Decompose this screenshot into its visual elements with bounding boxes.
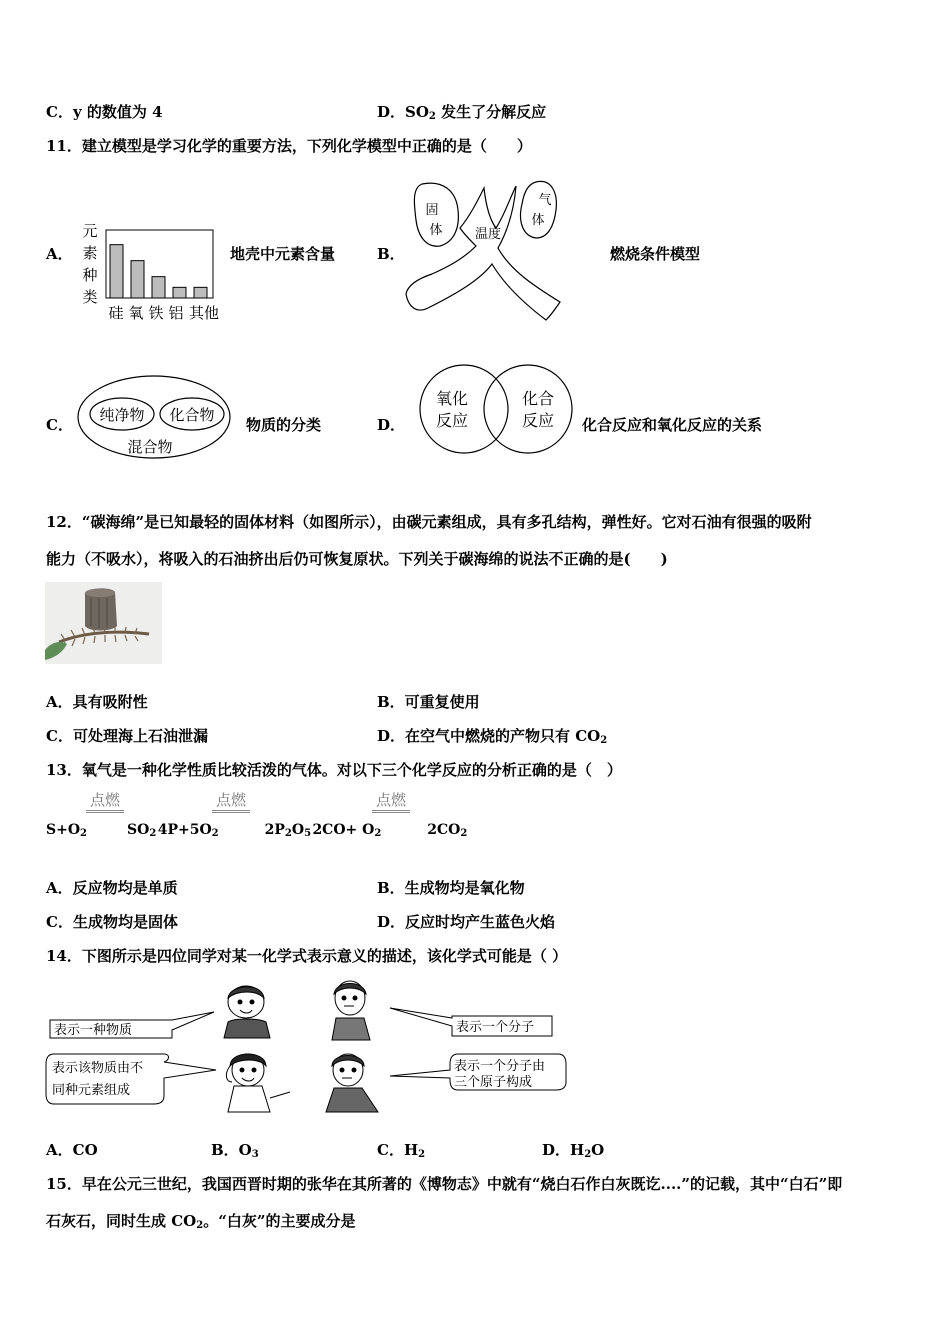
q14-option-d: D．$H_2O$: [542, 1141, 605, 1160]
q14-bubble-4-line-1: 表示一个分子由: [454, 1059, 546, 1074]
q11-a-bar-硅: [110, 245, 123, 298]
q11-b-center-label: 温度: [474, 227, 502, 242]
q11-b-left-label-2: 体: [429, 223, 443, 238]
q13-condition-3: 点燃: [372, 790, 410, 813]
q14-bubble-3-line-1: 表示该物质由不: [52, 1061, 144, 1076]
q13-equations: $S+O_2$ $SO_2$ $4P+5O_2$ $2P_2O_5$ $2CO+ O_2$ $2CO_2$: [46, 822, 468, 839]
q11-c-classification-diagram: [74, 372, 238, 464]
q14-bubble-2-text: 表示一个分子: [456, 1020, 535, 1035]
q11-stem: 11．建立模型是学习化学的重要方法，下列化学模型中正确的是（ ）: [46, 137, 532, 155]
q13-stem: 13．氧气是一种化学性质比较活泼的气体。对以下三个化学反应的分析正确的是（ ）: [46, 761, 622, 779]
q14-students-figure: [44, 978, 574, 1118]
q11-c-outer-label: 混合物: [127, 438, 173, 456]
q11-d-right-label-1: 化合: [521, 389, 555, 408]
q12-option-b: B．可重复使用: [377, 693, 480, 711]
q11-b-letter: B．: [377, 245, 405, 263]
q11-a-xlabel-氧: 氧: [128, 304, 144, 322]
q11-a-bar-chart: [78, 220, 228, 324]
q15-stem-line2: 石灰石，同时生成 $CO_2$。“白灰”的主要成分是: [46, 1212, 356, 1231]
q11-a-bar-其他: [194, 287, 207, 298]
q12-option-c: C．可处理海上石油泄漏: [46, 727, 208, 745]
q13-option-a: A．反应物均是单质: [46, 879, 178, 897]
q12-stem-line2: 能力（不吸水），将吸入的石油挤出后仍可恢复原状。下列关于碳海绵的说法不正确的是( ): [46, 550, 668, 568]
q12-option-d: D．在空气中燃烧的产物只有 $CO_2$: [377, 727, 608, 746]
q15-stem-line1: 15．早在公元三世纪，我国西晋时期的张华在其所著的《博物志》中就有“烧白石作白灰既讫....”的记载，其中“白石”即: [46, 1175, 843, 1193]
q13-condition-2: 点燃: [212, 790, 250, 813]
q11-a-ylabel-2: 素: [82, 244, 98, 262]
q14-option-a: A．CO: [46, 1141, 98, 1159]
q14-bubble-1-text: 表示一种物质: [54, 1023, 133, 1038]
q14-option-b: B．$O_3$: [211, 1141, 259, 1160]
q11-c-inner-right-label: 化合物: [169, 406, 215, 424]
q11-b-left-label-1: 固: [425, 203, 439, 218]
q11-d-right-label-2: 反应: [521, 411, 555, 430]
q14-student-3: [226, 1054, 290, 1112]
q11-d-letter: D．: [377, 416, 406, 434]
q11-a-bar-铁: [152, 277, 165, 298]
q12-option-a: A．具有吸附性: [46, 693, 148, 711]
q14-bubble-3-line-2: 同种元素组成: [52, 1083, 131, 1098]
q11-a-xlabel-铝: 铝: [168, 304, 184, 322]
q11-b-caption: 燃烧条件模型: [610, 245, 701, 263]
q11-c-inner-left-label: 纯净物: [99, 406, 145, 424]
q11-a-letter: A．: [46, 245, 73, 263]
q11-a-ylabel-4: 类: [82, 288, 98, 306]
q11-a-xlabel-硅: 硅: [108, 304, 124, 322]
q13-option-b: B．生成物均是氧化物: [377, 879, 525, 897]
q12-stem-line1: 12．“碳海绵”是已知最轻的固体材料（如图所示），由碳元素组成，具有多孔结构，弹性好。它对石油有很强的吸附: [46, 513, 812, 531]
q13-option-c: C．生成物均是固体: [46, 913, 178, 931]
q11-b-right-blob: [521, 181, 557, 238]
q14-option-c: C．$H_2$: [377, 1141, 426, 1160]
q14-stem: 14．下图所示是四位同学对某一化学式表示意义的描述，该化学式可能是（ ）: [46, 947, 568, 965]
q11-d-caption: 化合反应和氧化反应的关系: [582, 416, 763, 434]
q11-a-caption: 地壳中元素含量: [230, 245, 336, 263]
q11-d-right-circle: [484, 365, 572, 453]
q11-a-xlabel-铁: 铁: [148, 304, 164, 322]
q11-a-bar-铝: [173, 287, 186, 298]
q11-d-left-circle: [420, 365, 508, 453]
q14-student-4: [326, 1054, 378, 1112]
q14-student-1: [224, 986, 270, 1038]
q14-student-2: [332, 981, 370, 1040]
q11-b-right-label-1: 气: [538, 193, 552, 208]
q11-c-letter: C．: [46, 416, 73, 434]
q11-d-left-label-2: 反应: [435, 411, 469, 430]
q10-option-c: C．y 的数值为 4: [46, 103, 163, 121]
q11-a-ylabel-3: 种: [82, 266, 98, 284]
q14-bubble-4-line-2: 三个原子构成: [454, 1075, 533, 1090]
q11-b-combustion-diagram: [400, 176, 570, 322]
q11-d-venn-diagram: [414, 362, 576, 458]
q12-carbon-sponge-photo: [45, 582, 162, 664]
q13-condition-1: 点燃: [86, 790, 124, 813]
q11-a-xlabel-其他: 其他: [188, 304, 220, 322]
q13-option-d: D．反应时均产生蓝色火焰: [377, 913, 556, 931]
q11-a-ylabel-1: 元: [82, 222, 98, 240]
q11-c-caption: 物质的分类: [246, 416, 322, 434]
q11-d-left-label-1: 氧化: [435, 389, 469, 408]
q10-option-d: D．$SO_2$ 发生了分解反应: [377, 103, 547, 122]
q11-a-bar-氧: [131, 261, 144, 298]
q11-b-right-label-2: 体: [531, 213, 545, 228]
